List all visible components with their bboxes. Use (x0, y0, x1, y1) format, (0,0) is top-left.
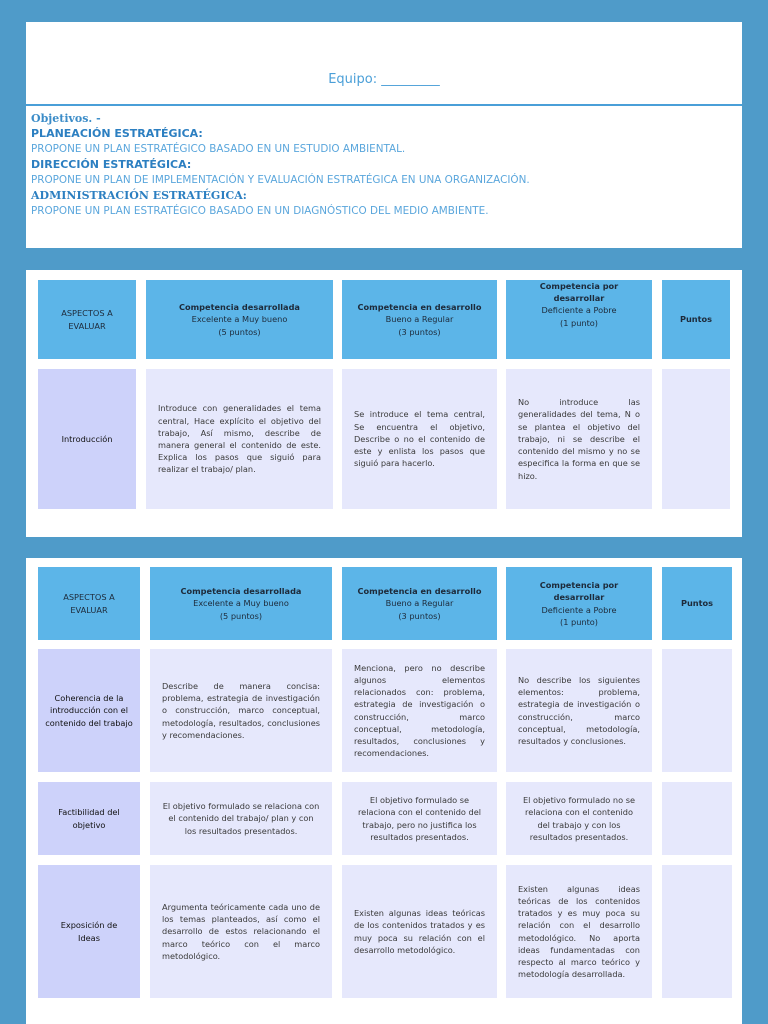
header-competencia-en-desarrollo (342, 280, 497, 359)
criteria-text: El objetivo formulado no se relaciona con el contenido del trabajo y con los resultados presentados. (523, 795, 635, 842)
objective-heading-administracion: ADMINISTRACIÓN ESTRATÉGICA: (31, 189, 247, 202)
criteria-text: Se introduce el tema central, Se encuentra el objetivo, Describe o no el contenido de este y enlista los pasos que siguió para hacerlo. (354, 409, 485, 469)
header-competencia-desarrollada (146, 280, 333, 359)
header-c2-pts: (3 puntos) (398, 326, 441, 337)
criteria-text: No introduce las generalidades del tema, N o se plantea el objetivo del trabajo, ni se describe el contenido del mismo y no se especifica la forma en que se hizo. (518, 397, 640, 481)
header-c3-title: Competencia por desarrollar (539, 580, 619, 603)
criteria-coherencia-c1 (150, 649, 332, 772)
header-competencia-desarrollada (150, 567, 332, 640)
criteria-introduccion-c2 (342, 369, 497, 509)
header-c2-sub: Bueno a Regular (385, 598, 454, 609)
header-competencia-en-desarrollo (342, 567, 497, 640)
rubric-table-2 (26, 558, 742, 1024)
points-cell-coherencia[interactable] (662, 649, 732, 772)
criteria-factibilidad-c1 (150, 782, 332, 855)
aspect-exposicion (38, 865, 140, 998)
objective-text-planeacion: PROPONE UN PLAN ESTRATÉGICO BASADO EN UN ESTUDIO AMBIENTAL. (31, 143, 406, 155)
criteria-exposicion-c2 (342, 865, 497, 998)
header-c3-title: Competencia por desarrollar (539, 281, 619, 304)
objective-heading-direccion: DIRECCIÓN ESTRATÉGICA: (31, 158, 192, 171)
aspect-exposicion-label: Exposición de Ideas (60, 920, 118, 943)
criteria-exposicion-c1 (150, 865, 332, 998)
header-c3-pts: (1 punto) (560, 317, 598, 328)
objectives-section (31, 111, 737, 219)
header-aspect-label: ASPECTOS A EVALUAR (63, 592, 115, 615)
criteria-text: Argumenta teóricamente cada uno de los temas planteados, así como el desarrollo de estos relacionando el marco teórico con el marco metodológico. (162, 901, 320, 961)
header-points (662, 280, 730, 359)
objective-text-direccion: PROPONE UN PLAN DE IMPLEMENTACIÓN Y EVALUACIÓN ESTRATÉGICA EN UNA ORGANIZACIÓN. (31, 174, 530, 186)
team-label: Equipo: _________ (328, 72, 440, 87)
criteria-coherencia-c3 (506, 649, 652, 772)
header-competencia-por-desarrollar (506, 280, 652, 359)
header-competencia-por-desarrollar (506, 567, 652, 640)
criteria-text: Existen algunas ideas teóricas de los contenidos tratados y es muy poca su relación con el desarrollo metodológico. No aporta ideas fundamentadas con respecto al marco teórico y metodología desarrollada. (518, 883, 640, 980)
criteria-introduccion-c1 (146, 369, 333, 509)
header-c1-sub: Excelente a Muy bueno (193, 598, 289, 609)
criteria-factibilidad-c3 (506, 782, 652, 855)
header-divider (26, 104, 742, 106)
criteria-text: Existen algunas ideas teóricas de los contenidos tratados y es muy poca su relación con el desarrollo metodológico. (354, 908, 485, 955)
header-points-label: Puntos (680, 598, 714, 609)
aspect-introduccion: Introducción (38, 369, 136, 509)
criteria-text: Describe de manera concisa: problema, estrategia de investigación o construcción, marco conceptual, metodología, resultados, conclusiones y recomendaciones. (162, 680, 320, 740)
points-cell-factibilidad[interactable] (662, 782, 732, 855)
objective-text-administracion: PROPONE UN PLAN ESTRATÉGICO BASADO EN UN DIAGNÓSTICO DEL MEDIO AMBIENTE. (31, 205, 489, 217)
header-c2-title: Competencia en desarrollo (357, 302, 482, 313)
header-card (26, 22, 742, 248)
objective-heading-planeacion: PLANEACIÓN ESTRATÉGICA: (31, 127, 203, 140)
header-c1-pts: (5 puntos) (219, 610, 263, 621)
rubric-table-1 (26, 270, 742, 537)
criteria-coherencia-c2 (342, 649, 497, 772)
header-c3-sub: Deficiente a Pobre (541, 305, 617, 316)
criteria-factibilidad-c2 (342, 782, 497, 855)
header-c2-title: Competencia en desarrollo (357, 586, 482, 597)
header-points (662, 567, 732, 640)
header-c1-pts: (5 puntos) (218, 326, 261, 337)
header-c3-pts: (1 punto) (560, 616, 598, 627)
points-cell-introduccion[interactable] (662, 369, 730, 509)
header-aspect (38, 280, 136, 359)
criteria-exposicion-c3 (506, 865, 652, 998)
points-cell-exposicion[interactable] (662, 865, 732, 998)
criteria-text: Introduce con generalidades el tema central, Hace explícito el objetivo del trabajo, Así mismo, describe de manera general el contenido de este. Explica los pasos que siguió para realizar el trabajo/ plan. (158, 403, 321, 475)
header-c1-title: Competencia desarrollada (179, 302, 300, 313)
header-c2-sub: Bueno a Regular (385, 314, 454, 325)
criteria-text: Menciona, pero no describe algunos elementos relacionados con: problema, estrategia de investigación o construcción, marco conceptual, metodología, resultados, conclusiones y recomendaciones. (354, 662, 485, 759)
header-aspect-label: ASPECTOS A EVALUAR (61, 308, 113, 331)
header-points-label: Puntos (679, 314, 713, 325)
aspect-factibilidad (38, 782, 140, 855)
criteria-introduccion-c3 (506, 369, 652, 509)
criteria-text: El objetivo formulado se relaciona con el contenido del trabajo, pero no justifica los resultados presentados. (357, 795, 482, 842)
header-c3-sub: Deficiente a Pobre (541, 604, 617, 615)
header-c2-pts: (3 puntos) (398, 610, 441, 621)
aspect-coherencia: Coherencia de la introducción con el contenido del trabajo (38, 649, 140, 772)
header-aspect (38, 567, 140, 640)
header-c1-sub: Excelente a Muy bueno (191, 314, 288, 325)
aspect-factibilidad-label: Factibilidad del objetivo (58, 807, 120, 830)
criteria-text: No describe los siguientes elementos: problema, estrategia de investigación o construcción, marco conceptual, metodología, resultados y conclusiones. (518, 674, 640, 746)
criteria-text: El objetivo formulado se relaciona con el contenido del trabajo/ plan y con los resultados presentados. (162, 801, 320, 836)
objectives-label: Objetivos. - (31, 112, 101, 125)
header-c1-title: Competencia desarrollada (180, 586, 302, 597)
